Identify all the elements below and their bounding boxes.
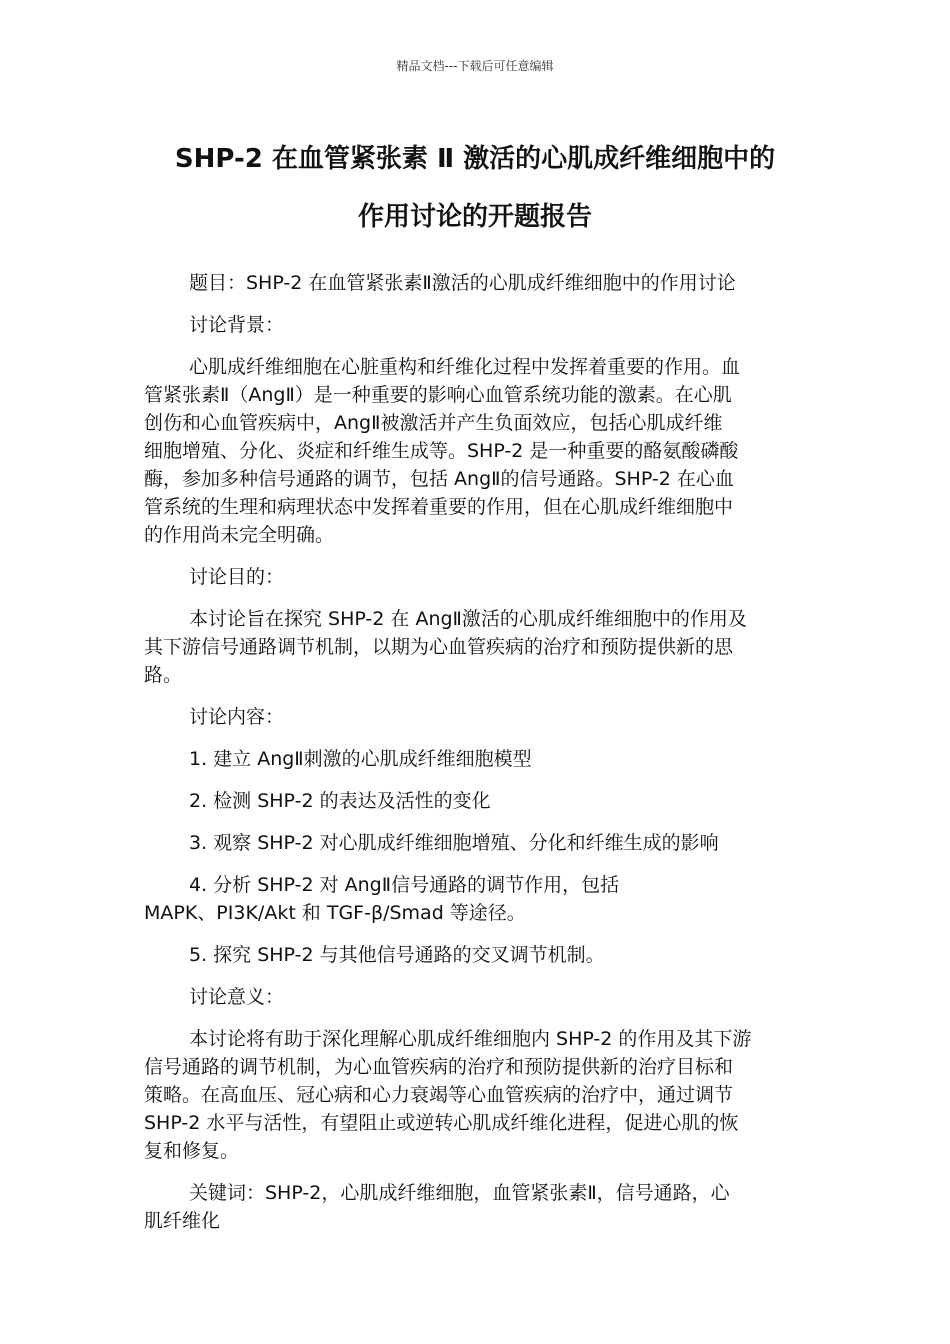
paragraph-line: 细胞增殖、分化、炎症和纤维生成等。SHP-2 是一种重要的酪氨酸磷酸 (144, 440, 739, 462)
paragraph-line: 本讨论旨在探究 SHP-2 在 AngⅡ激活的心肌成纤维细胞中的作用及 (189, 608, 747, 630)
header-note: 精品文档---下载后可任意编辑 (396, 59, 554, 73)
paragraph-line: 讨论意义： (189, 986, 285, 1008)
body-paragraph (144, 703, 806, 731)
paragraph-line: 的作用尚未完全明确。 (144, 524, 335, 546)
paragraph-line: 讨论背景： (189, 314, 285, 336)
paragraph-line: 3. 观察 SHP-2 对心肌成纤维细胞增殖、分化和纤维生成的影响 (189, 832, 719, 854)
body-paragraph (144, 871, 806, 927)
paragraph-line: 管紧张素Ⅱ（AngⅡ）是一种重要的影响心血管系统功能的激素。在心肌 (144, 384, 732, 406)
paragraph-line: 创伤和心血管疾病中，AngⅡ被激活并产生负面效应，包括心肌成纤维 (144, 412, 723, 434)
paragraph-line: SHP-2 水平与活性，有望阻止或逆转心肌成纤维化进程，促进心肌的恢 (144, 1112, 739, 1134)
paragraph-line: 1. 建立 AngⅡ刺激的心肌成纤维细胞模型 (189, 748, 532, 770)
paragraph-line: 路。 (144, 664, 183, 686)
paragraph-line: 关键词：SHP-2，心肌成纤维细胞，血管紧张素Ⅱ，信号通路，心 (189, 1182, 730, 1204)
body-paragraph (144, 941, 806, 969)
paragraph-line: 题目：SHP-2 在血管紧张素Ⅱ激活的心肌成纤维细胞中的作用讨论 (189, 272, 736, 294)
paragraph-line: 信号通路的调节机制，为心血管疾病的治疗和预防提供新的治疗目标和 (144, 1056, 734, 1078)
paragraph-line: 酶，参加多种信号通路的调节，包括 AngⅡ的信号通路。SHP-2 在心血 (144, 468, 734, 490)
document-title-line-1: SHP-2 在血管紧张素 Ⅱ 激活的心肌成纤维细胞中的 (174, 144, 776, 174)
body-paragraph (144, 353, 806, 549)
body-paragraph (144, 787, 806, 815)
paragraph-line: 心肌成纤维细胞在心脏重构和纤维化过程中发挥着重要的作用。血 (189, 356, 741, 378)
body-paragraph (144, 311, 806, 339)
paragraph-line: 5. 探究 SHP-2 与其他信号通路的交叉调节机制。 (189, 944, 605, 966)
paragraph-line: 4. 分析 SHP-2 对 AngⅡ信号通路的调节作用，包括 (189, 874, 620, 896)
paragraph-line: 复和修复。 (144, 1140, 240, 1162)
paragraph-line: MAPK、PI3K/Akt 和 TGF-β/Smad 等途径。 (144, 902, 526, 924)
body-paragraph (144, 1025, 806, 1165)
paragraph-line: 2. 检测 SHP-2 的表达及活性的变化 (189, 790, 491, 812)
paragraph-line: 本讨论将有助于深化理解心肌成纤维细胞内 SHP-2 的作用及其下游 (189, 1028, 752, 1050)
body-paragraph (144, 829, 806, 857)
paragraph-line: 其下游信号通路调节机制，以期为心血管疾病的治疗和预防提供新的思 (144, 636, 734, 658)
document-title-line-2: 作用讨论的开题报告 (357, 202, 592, 232)
paragraph-line: 讨论内容： (189, 706, 285, 728)
paragraph-line: 肌纤维化 (144, 1210, 221, 1232)
paragraph-line: 管系统的生理和病理状态中发挥着重要的作用，但在心肌成纤维细胞中 (144, 496, 734, 518)
body-paragraph (144, 605, 806, 689)
paragraph-line: 讨论目的： (189, 566, 285, 588)
body-paragraph (144, 1179, 806, 1235)
paragraph-line: 策略。在高血压、冠心病和心力衰竭等心血管疾病的治疗中，通过调节 (144, 1084, 734, 1106)
body-paragraph (144, 563, 806, 591)
body-paragraph (144, 983, 806, 1011)
document-body (144, 269, 806, 1249)
body-paragraph (144, 269, 806, 297)
body-paragraph (144, 745, 806, 773)
